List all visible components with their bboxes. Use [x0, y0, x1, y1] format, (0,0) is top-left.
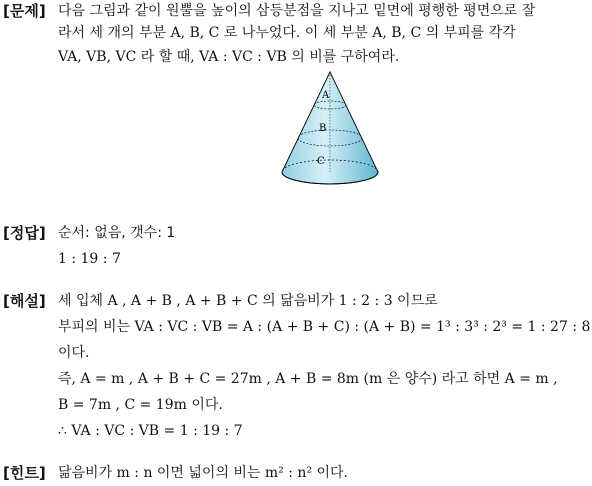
figure-label-a: A	[322, 90, 330, 101]
answer-tag: [정답]	[3, 224, 46, 242]
answer-ratio: 1 : 19 : 7	[58, 251, 121, 267]
solution-line-2: 부피의 비는 VA : VC : VB = A : (A + B + C) : (A + B) = 1³ : 3³ : 2³ = 1 : 27 : 8	[58, 319, 591, 335]
problem-line-2: 라서 세 개의 부분 A, B, C 로 나누었다. 이 세 부분 A, B, C 의 부피를 각각	[58, 25, 516, 41]
answer-meta: 순서: 없음, 갯수: 1	[58, 225, 176, 241]
figure-label-c: C	[317, 156, 325, 167]
solution-line-6: ∴ VA : VC : VB = 1 : 19 : 7	[58, 423, 243, 439]
hint-line: 닮음비가 m : n 이면 넓이의 비는 m² : n² 이다.	[58, 465, 349, 481]
solution-tag: [해설]	[3, 292, 46, 310]
solution-line-4: 즉, A = m , A + B + C = 27m , A + B = 8m (m 은 양수) 라고 하면 A = m ,	[58, 371, 558, 387]
solution-line-5: B = 7m , C = 19m 이다.	[58, 397, 223, 413]
figure-label-b: B	[319, 123, 327, 134]
solution-line-3: 이다.	[58, 345, 90, 361]
cone-figure	[278, 68, 386, 192]
problem-tag: [문제]	[3, 2, 46, 20]
problem-line-3: VA, VB, VC 라 할 때, VA : VC : VB 의 비를 구하여라.	[58, 49, 400, 65]
hint-tag: [힌트]	[3, 464, 46, 482]
solution-line-1: 세 입체 A , A + B , A + B + C 의 닮음비가 1 : 2 : 3 이므로	[58, 293, 438, 309]
problem-line-1: 다음 그림과 같이 원뿔을 높이의 삼등분점을 지나고 밑면에 평행한 평면으로 잘	[58, 3, 536, 19]
